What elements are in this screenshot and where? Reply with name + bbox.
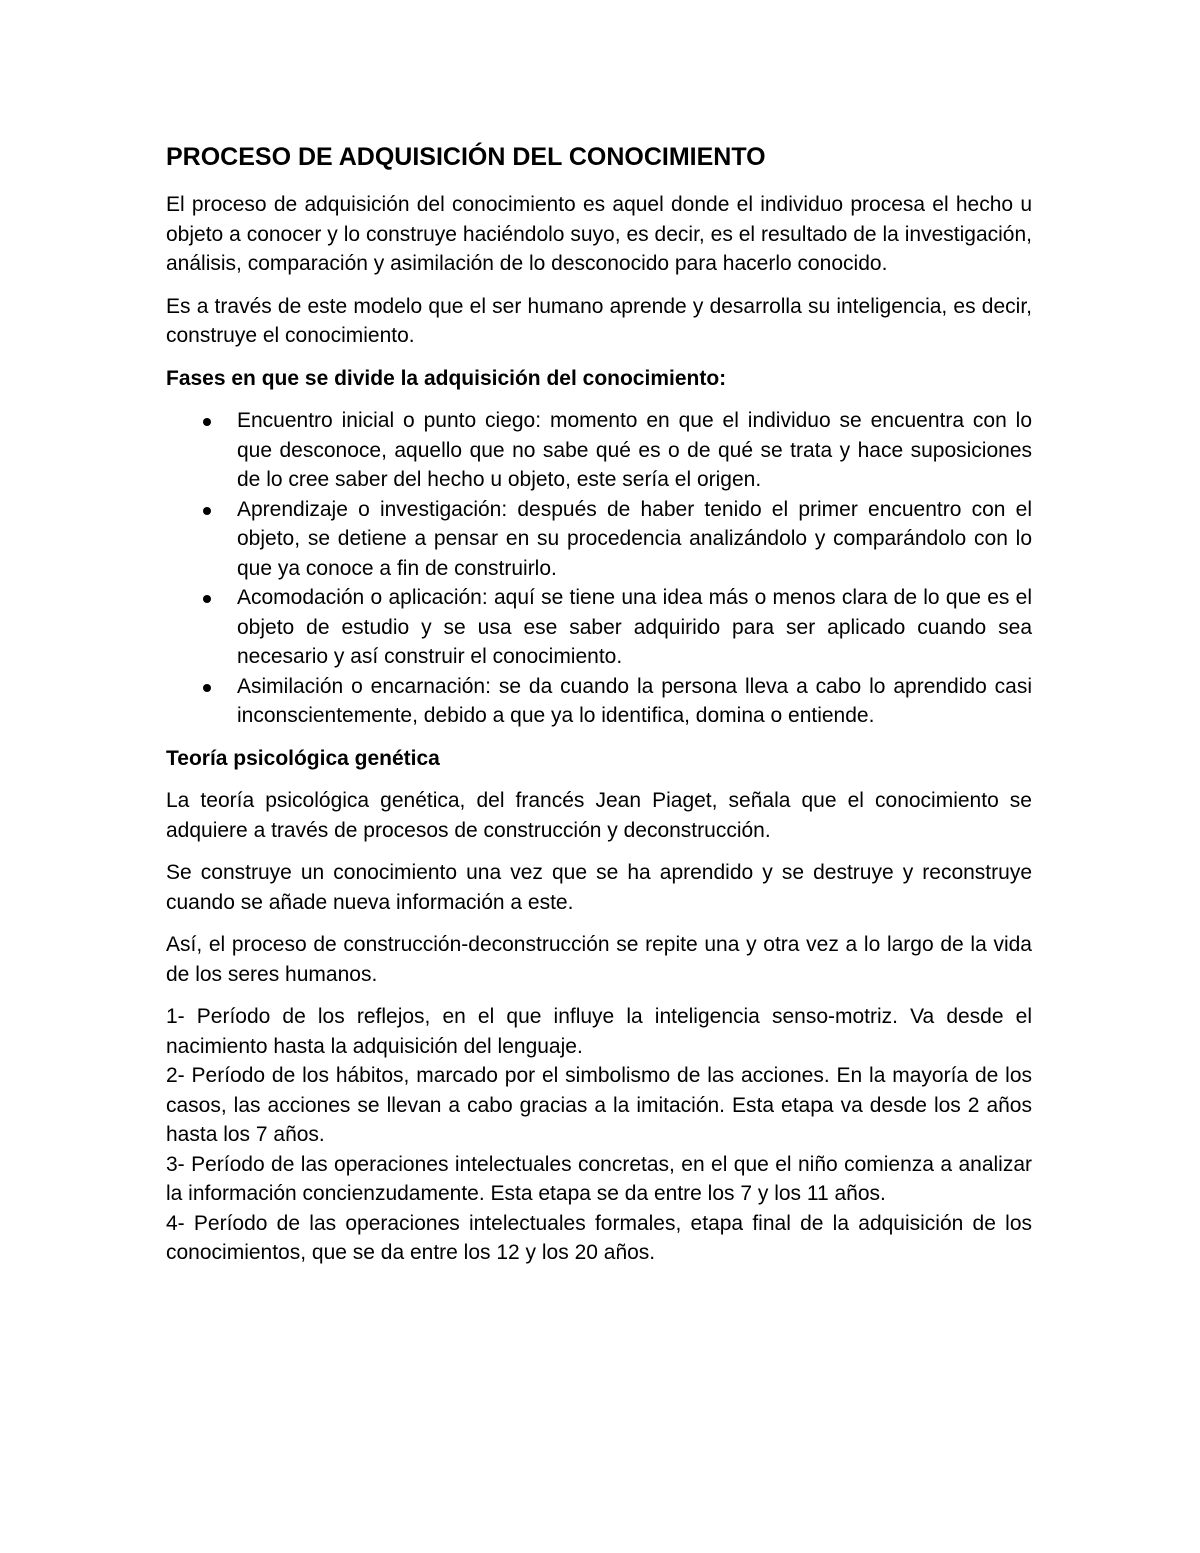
phases-list (166, 406, 1032, 731)
periods-list (166, 1002, 1032, 1268)
phase-text: Encuentro inicial o punto ciego: momento en que el individuo se encuentra con lo que desconoce, aquello que no sabe qué es o de qué se trata y hace suposiciones de lo cree saber del hecho u objeto, este sería el origen. (237, 409, 1032, 491)
phase-text: Acomodación o aplicación: aquí se tiene una idea más o menos clara de lo que es el objeto de estudio y se usa ese saber adquirido para ser aplicado cuando sea necesario y así construir el conocimiento. (237, 586, 1032, 668)
document-page (166, 140, 1032, 1268)
phase-item (166, 583, 1032, 672)
bullet-icon (203, 418, 211, 426)
phase-item (166, 406, 1032, 495)
intro-paragraph-1: El proceso de adquisición del conocimiento es aquel donde el individuo procesa el hecho u objeto a conocer y lo construye haciéndolo suyo, es decir, es el resultado de la investigación, análisis, comparación y asimilación de lo desconocido para hacerlo conocido. (166, 193, 1032, 275)
theory-heading: Teoría psicológica genética (166, 746, 440, 770)
phase-item (166, 672, 1032, 731)
period-item: 1- Período de los reflejos, en el que influye la inteligencia senso-motriz. Va desde el nacimiento hasta la adquisición del lenguaje. (166, 1005, 1032, 1058)
bullet-icon (203, 595, 211, 603)
theory-paragraph-2: Se construye un conocimiento una vez que se ha aprendido y se destruye y reconstruye cuando se añade nueva información a este. (166, 861, 1032, 914)
theory-paragraph-1: La teoría psicológica genética, del francés Jean Piaget, señala que el conocimiento se adquiere a través de procesos de construcción y deconstrucción. (166, 789, 1032, 842)
bullet-icon (203, 507, 211, 515)
period-item: 3- Período de las operaciones intelectuales concretas, en el que el niño comienza a analizar la información concienzudamente. Esta etapa se da entre los 7 y los 11 años. (166, 1152, 1032, 1205)
period-item: 2- Período de los hábitos, marcado por el simbolismo de las acciones. En la mayoría de los casos, las acciones se llevan a cabo gracias a la imitación. Esta etapa va desde los 2 años hasta los 7 años. (166, 1064, 1032, 1146)
intro-paragraph-2: Es a través de este modelo que el ser humano aprende y desarrolla su inteligencia, es decir, construye el conocimiento. (166, 294, 1032, 347)
phase-text: Aprendizaje o investigación: después de haber tenido el primer encuentro con el objeto, se detiene a pensar en su procedencia analizándolo y comparándolo con lo que ya conoce a fin de construirlo. (237, 497, 1032, 580)
bullet-icon (203, 684, 211, 692)
phases-heading: Fases en que se divide la adquisición del conocimiento: (166, 366, 727, 390)
period-item: 4- Período de las operaciones intelectuales formales, etapa final de la adquisición de los conocimientos, que se da entre los 12 y los 20 años. (166, 1211, 1032, 1264)
phase-text: Asimilación o encarnación: se da cuando la persona lleva a cabo lo aprendido casi inconscientemente, debido a que ya lo identifica, domina o entiende. (237, 674, 1032, 727)
theory-paragraph-3: Así, el proceso de construcción-deconstrucción se repite una y otra vez a lo largo de la vida de los seres humanos. (166, 933, 1032, 986)
document-title: PROCESO DE ADQUISICIÓN DEL CONOCIMIENTO (166, 143, 766, 171)
phase-item (166, 495, 1032, 584)
